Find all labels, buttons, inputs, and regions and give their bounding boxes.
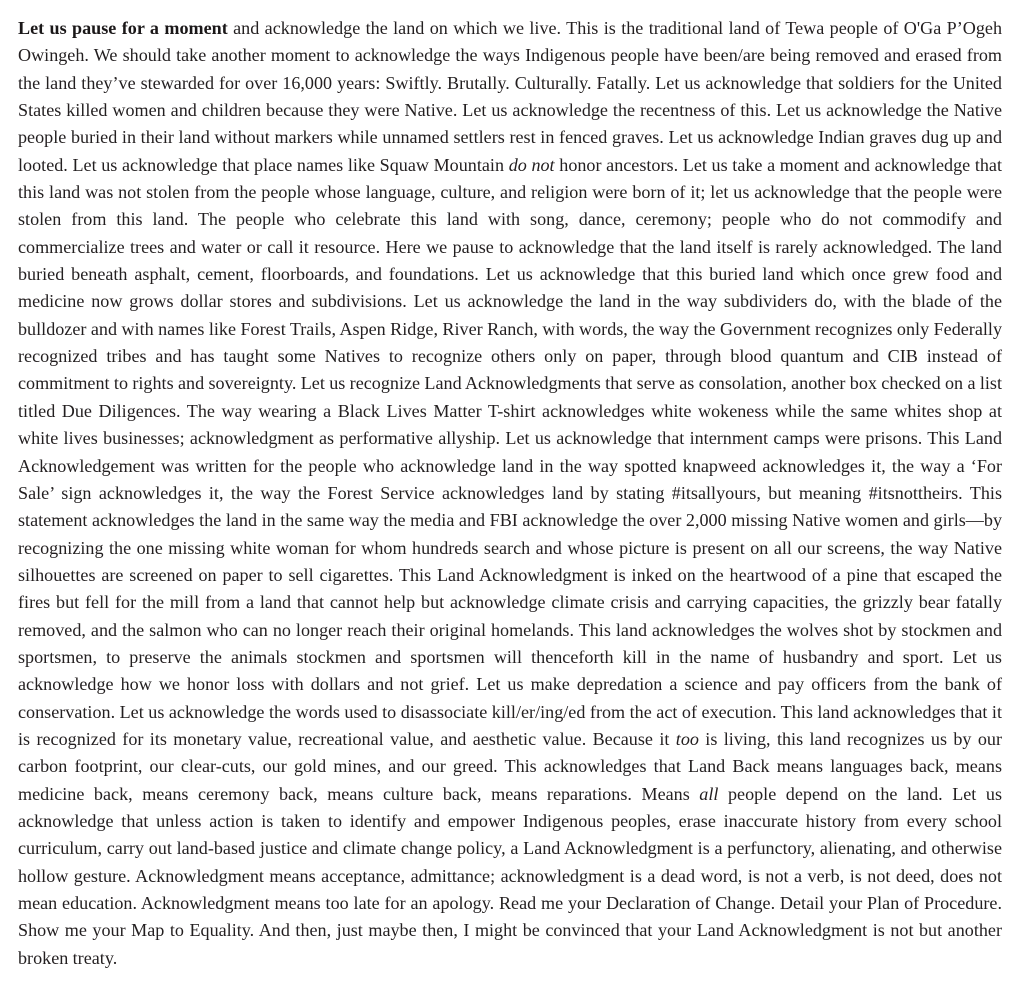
land-acknowledgment-paragraph — [18, 15, 1002, 972]
emphasis-text: too — [675, 728, 699, 749]
paragraph-text: honor ancestors. Let us take a moment and acknowledge that this land was not stolen from the people whose language, culture, and religion were born of it; let us acknowledge that the people were stolen from this land. The people who celebrate this land with song, dance, ceremony; people who do not commodify and commercialize trees and water or call it resource. Here we pause to acknowledge that the land itself is rarely acknowledged. The land buried beneath asphalt, cement, floorboards, and foundations. Let us acknowledge that this buried land which once grew food and medicine now grows dollar stores and subdivisions. Let us acknowledge the land in the way subdividers do, with the blade of the bulldozer and with names like Forest Trails, Aspen Ridge, River Ranch, with words, the way the Government recognizes only Federally recognized tribes and has taught some Natives to recognize others only on paper, through blood quantum and CIB instead of commitment to rights and sovereignty. Let us recognize Land Acknowledgments that serve as consolation, another box checked on a list titled Due Diligences. The way wearing a Black Lives Matter T-shirt acknowledges white wokeness while the same whites shop at white lives businesses; acknowledgment as performative allyship. Let us acknowledge that internment camps were prisons. This Land Acknowledgement was written for the people who acknowledge land in the way spotted knapweed acknowledges it, the way a ‘For Sale’ sign acknowledges it, the way the Forest Service acknowledges land by stating #itsallyours, but meaning #itsnottheirs. This statement acknowledges the land in the same way the media and FBI acknowledge the over 2,000 missing Native women and girls—by recognizing the one missing white woman for whom hundreds search and whose picture is present on all our screens, the way Native silhouettes are screened on paper to sell cigarettes. This Land Acknowledgment is inked on the heartwood of a pine that escaped the fires but fell for the mill from a land that cannot help but acknowledge climate crisis and carrying capacities, the grizzly bear fatally removed, and the salmon who can no longer reach their original homelands. This land acknowledges the wolves shot by stockmen and sportsmen, to preserve the animals stockmen and sportsmen will thenceforth kill in the name of husbandry and sport. Let us acknowledge how we honor loss with dollars and not grief. Let us make depredation a science and pay officers from the bank of conservation. Let us acknowledge the words used to disassociate kill/er/ing/ed from the act of execution. This land acknowledges that it is recognized for its monetary value, recreational value, and aesthetic value. Because it — [18, 154, 1002, 749]
paragraph-text: people depend on the land. Let us acknowledge that unless action is taken to identify and empower Indigenous peoples, erase inaccurate history from every school curriculum, carry out land-based justice and climate change policy, a Land Acknowledgment is a perfunctory, alienating, and otherwise hollow gesture. Acknowledgment means acceptance, admittance; acknowledgment is a dead word, is not a verb, is not deed, does not mean education. Acknowledgment means too late for an apology. Read me your Declaration of Change. Detail your Plan of Procedure. Show me your Map to Equality. And then, just maybe then, I might be convinced that your Land Acknowledgment is not but another broken treaty. — [18, 783, 1002, 968]
emphasis-text: do not — [508, 154, 555, 175]
paragraph-text: is living, this land recognizes us by our carbon footprint, our clear-cuts, our gold mines, and our greed. This acknowledges that Land Back means languages back, means medicine back, means ceremony back, means culture back, means reparations. Means — [18, 728, 1002, 804]
emphasis-text: all — [699, 783, 719, 804]
paragraph-lead-in: Let us pause for a moment — [18, 18, 228, 38]
paragraph-text: and acknowledge the land on which we live. This is the traditional land of Tewa people of O'Ga P’Ogeh Owingeh. We should take another moment to acknowledge the ways Indigenous people have been/are being removed and erased from the land they’ve stewarded for over 16,000 years: Swiftly. Brutally. Culturally. Fatally. Let us acknowledge that soldiers for the United States killed women and children because they were Native. Let us acknowledge the recentness of this. Let us acknowledge the Native people buried in their land without markers while unnamed settlers rest in fenced graves. Let us acknowledge Indian graves dug up and looted. Let us acknowledge that place names like Squaw Mountain — [18, 18, 1002, 175]
